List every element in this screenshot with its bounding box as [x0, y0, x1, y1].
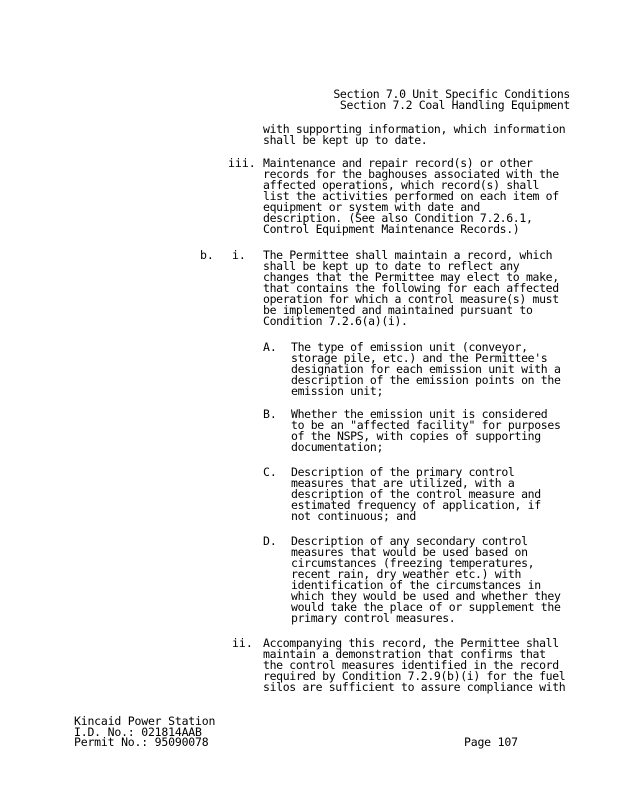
text-line: description. (See also Condition 7.2.6.1,	[263, 211, 533, 225]
text-line: Description of the primary control	[291, 465, 515, 479]
footer-permit-number: Permit No.: 95090078	[74, 735, 209, 749]
text-line: with supporting information, which information	[263, 122, 566, 136]
text-line: storage pile, etc.) and the Permittee's	[291, 351, 548, 365]
text-line: estimated frequency of application, if	[291, 498, 541, 512]
text-line: the control measures identified in the record	[263, 658, 559, 672]
text-line: Description of any secondary control	[291, 534, 528, 548]
text-line: measures that are utilized, with a	[291, 476, 515, 490]
subitem-b-label: B.	[263, 407, 277, 421]
text-line: description of the control measure and	[291, 487, 541, 501]
text-line: The type of emission unit (conveyor,	[291, 340, 528, 354]
text-line: The Permittee shall maintain a record, which	[263, 248, 553, 262]
text-line: primary control measures.	[291, 611, 456, 625]
text-line: documentation;	[291, 440, 384, 454]
subitem-a-text	[291, 342, 561, 397]
item-b-label: b.	[200, 248, 214, 262]
section-header-line1: Section 7.0 Unit Specific Conditions	[333, 87, 570, 101]
continuation-paragraph	[263, 124, 565, 146]
subitem-c-text	[291, 467, 541, 522]
subitem-a-label: A.	[263, 340, 277, 354]
text-line: equipment or system with date and	[263, 200, 480, 214]
text-line: required by Condition 7.2.9(b)(i) for the fuel	[263, 669, 566, 683]
item-b-i-label: i.	[232, 248, 246, 262]
text-line: affected operations, which record(s) shall	[263, 178, 540, 192]
text-line: description of the emission points on the	[291, 373, 561, 387]
text-line: Whether the emission unit is considered	[291, 407, 548, 421]
text-line: Maintenance and repair record(s) or other	[263, 156, 533, 170]
item-ii-text	[263, 638, 565, 693]
text-line: Accompanying this record, the Permittee shall	[263, 636, 559, 650]
text-line: that contains the following for each affected	[263, 281, 559, 295]
text-line: recent rain, dry weather etc.) with	[291, 567, 522, 581]
item-iii-label: iii.	[228, 156, 256, 170]
text-line: which they would be used and whether they	[291, 589, 561, 603]
footer-facility: Kincaid Power Station	[74, 714, 216, 728]
subitem-d-label: D.	[263, 534, 277, 548]
text-line: not continuous; and	[291, 509, 416, 523]
text-line: shall be kept up to date to reflect any	[263, 259, 520, 273]
section-header-line2: Section 7.2 Coal Handling Equipment	[339, 98, 570, 112]
text-line: circumstances (freezing temperatures,	[291, 556, 535, 570]
text-line: would take the place of or supplement the	[291, 600, 561, 614]
text-line: emission unit;	[291, 384, 384, 398]
text-line: changes that the Permittee may elect to make,	[263, 270, 559, 284]
text-line: list the activities performed on each item of	[263, 189, 559, 203]
text-line: measures that would be used based on	[291, 545, 528, 559]
item-b-i-text	[263, 250, 559, 327]
text-line: operation for which a control measure(s) must	[263, 292, 559, 306]
subitem-d-text	[291, 536, 561, 624]
subitem-c-label: C.	[263, 465, 277, 479]
text-line: Condition 7.2.6(a)(i).	[263, 314, 408, 328]
item-ii-label: ii.	[232, 636, 253, 650]
text-line: shall be kept up to date.	[263, 133, 428, 147]
text-line: be implemented and maintained pursuant to	[263, 303, 533, 317]
text-line: silos are sufficient to assure compliance with	[263, 680, 566, 694]
footer-id-number: I.D. No.: 021814AAB	[74, 725, 202, 739]
text-line: Control Equipment Maintenance Records.)	[263, 222, 520, 236]
subitem-b-text	[291, 409, 561, 453]
text-line: to be an "affected facility" for purposes	[291, 418, 561, 432]
text-line: records for the baghouses associated with the	[263, 167, 559, 181]
text-line: designation for each emission unit with a	[291, 362, 561, 376]
footer-page-number: Page 107	[464, 735, 518, 749]
text-line: identification of the circumstances in	[291, 578, 541, 592]
text-line: of the NSPS, with copies of supporting	[291, 429, 541, 443]
text-line: maintain a demonstration that confirms that	[263, 647, 546, 661]
item-iii-text	[263, 158, 559, 235]
